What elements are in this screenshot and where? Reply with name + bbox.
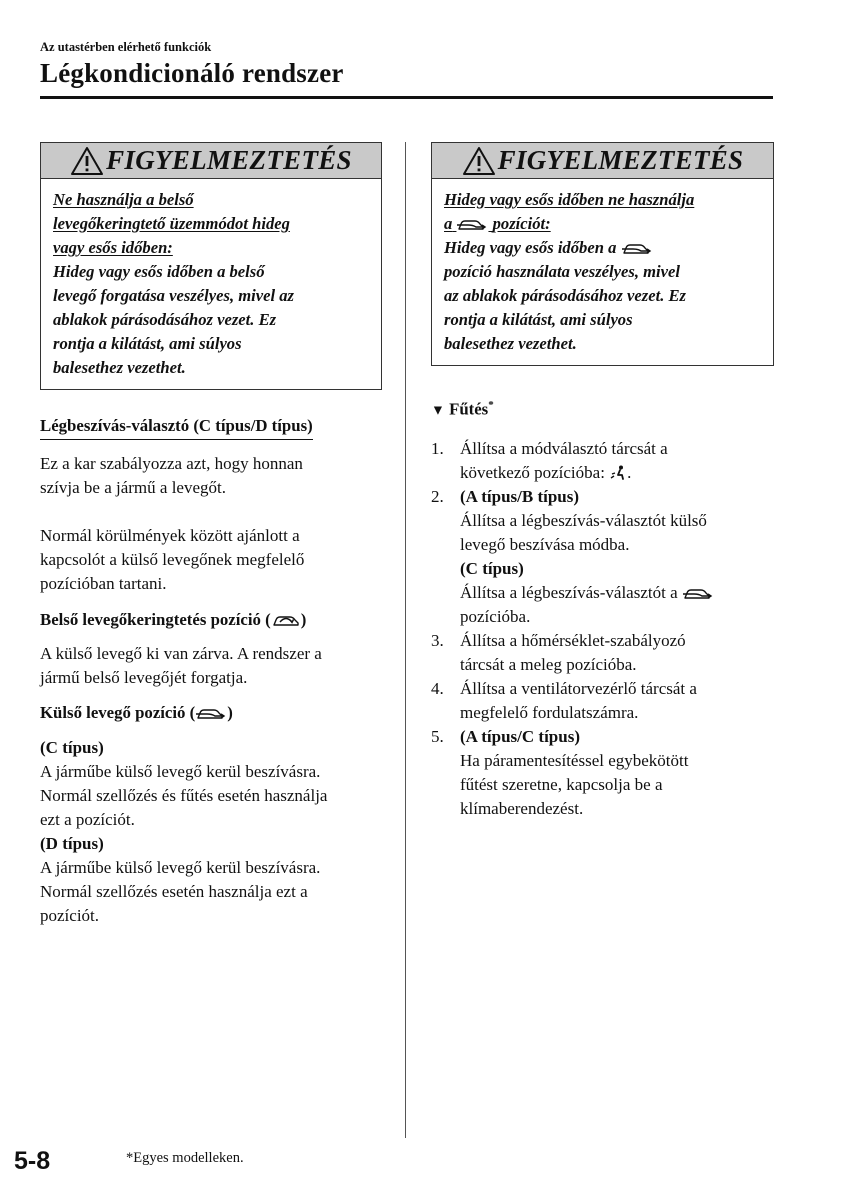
- warning-text: balesethez vezethet.: [53, 358, 186, 377]
- warning-header: [432, 143, 773, 179]
- type-label: (C típus): [40, 738, 104, 757]
- paragraph-line: A járműbe külső levegő kerül beszívásra.: [40, 858, 321, 877]
- warning-body: [41, 179, 381, 390]
- paragraph-line: ezt a pozíciót.: [40, 810, 135, 829]
- warning-text: az ablakok párásodásához vezet. Ez: [444, 286, 687, 305]
- floor-mode-icon: [609, 464, 627, 482]
- warning-lead: levegőkeringtető üzemmódot hideg: [53, 214, 290, 233]
- section-heading: Külső levegő pozíció ( ): [40, 703, 233, 722]
- left-column: [40, 142, 382, 928]
- heating-steps: [431, 437, 774, 821]
- recirculation-icon: [271, 611, 301, 629]
- section-heading: ▼ Fűtés*: [431, 399, 494, 419]
- paragraph-line: pozíciót.: [40, 906, 100, 925]
- warning-lead: Ne használja a belső: [53, 190, 194, 209]
- warning-box-recirculation: [40, 142, 382, 390]
- paragraph-line: Normál szellőzés esetén használja ezt a: [40, 882, 308, 901]
- recirculation-section: [40, 608, 382, 690]
- column-divider: [405, 142, 406, 1138]
- breadcrumb: Az utastérben elérhető funkciók: [40, 40, 212, 54]
- outside-air-icon: [621, 239, 653, 257]
- paragraph-line: Normál körülmények között ajánlott a: [40, 526, 300, 545]
- warning-text: rontja a kilátást, ami súlyos: [53, 334, 242, 353]
- warning-header: [41, 143, 381, 179]
- paragraph-line: pozícióban tartani.: [40, 574, 167, 593]
- selector-section: [40, 414, 382, 596]
- paragraph-line: A járműbe külső levegő kerül beszívásra.: [40, 762, 321, 781]
- warning-lead: vagy esős időben:: [53, 238, 173, 257]
- warning-box-outside-air: [431, 142, 774, 366]
- warning-text: pozíció használata veszélyes, mivel: [444, 262, 680, 281]
- warning-triangle-icon: [462, 146, 496, 176]
- paragraph-line: A külső levegő ki van zárva. A rendszer a: [40, 644, 322, 663]
- type-label: (D típus): [40, 834, 104, 853]
- warning-title: FIGYELMEZTETÉS: [497, 145, 744, 175]
- warning-text: ablakok párásodásához vezet. Ez: [53, 310, 277, 329]
- triangle-marker-icon: ▼: [431, 403, 445, 419]
- paragraph-line: Normál szellőzés és fűtés esetén használja: [40, 786, 328, 805]
- warning-text: rontja a kilátást, ami súlyos: [444, 310, 633, 329]
- outside-air-icon: [195, 704, 227, 722]
- warning-text: Hideg vagy esős időben a: [444, 236, 763, 260]
- paragraph-line: szívja be a jármű a levegőt.: [40, 478, 226, 497]
- heating-section: [431, 393, 774, 821]
- title-rule: [40, 96, 773, 99]
- paragraph-line: kapcsolót a külső levegőnek megfelelő: [40, 550, 305, 569]
- warning-triangle-icon: [70, 146, 104, 176]
- list-item: 2. (A típus/B típus) Állítsa a légbeszívás-választót külső levegő beszívása módba. (C típus) Állítsa a légbeszívás-választót a pozícióba.: [431, 485, 774, 629]
- page-number: 5-8: [14, 1147, 51, 1175]
- section-heading: Belső levegőkeringtetés pozíció ( ): [40, 610, 307, 629]
- warning-text: Hideg vagy esős időben a belső: [53, 262, 265, 281]
- paragraph-line: Ez a kar szabályozza azt, hogy honnan: [40, 454, 303, 473]
- list-item: 1. Állítsa a módválasztó tárcsát a következő pozícióba: .: [431, 438, 668, 482]
- warning-lead: Hideg vagy esős időben ne használja: [444, 190, 695, 209]
- page-title: Légkondicionáló rendszer: [40, 58, 344, 88]
- warning-lead: a pozíciót:: [444, 214, 551, 233]
- list-item: 4. Állítsa a ventilátorvezérlő tárcsát a megfelelő fordulatszámra.: [431, 678, 697, 722]
- warning-text: levegő forgatása veszélyes, mivel az: [53, 286, 294, 305]
- list-item: 3. Állítsa a hőmérséklet-szabályozó tárcsát a meleg pozícióba.: [431, 630, 686, 674]
- section-heading: Légbeszívás-választó (C típus/D típus): [40, 414, 313, 440]
- list-item: 5. (A típus/C típus) Ha páramentesítéssel egybekötött fűtést szeretne, kapcsolja be a klímaberendezést.: [431, 726, 689, 818]
- outside-air-icon: [456, 215, 488, 233]
- warning-title: FIGYELMEZTETÉS: [106, 145, 352, 175]
- footnote: *Egyes modelleken.: [126, 1150, 244, 1166]
- paragraph-line: jármű belső levegőjét forgatja.: [40, 668, 248, 687]
- right-column: [431, 142, 774, 821]
- warning-body: [432, 179, 773, 366]
- outside-air-section: [40, 701, 382, 928]
- outside-air-icon: [682, 584, 714, 602]
- warning-text: balesethez vezethet.: [444, 334, 577, 353]
